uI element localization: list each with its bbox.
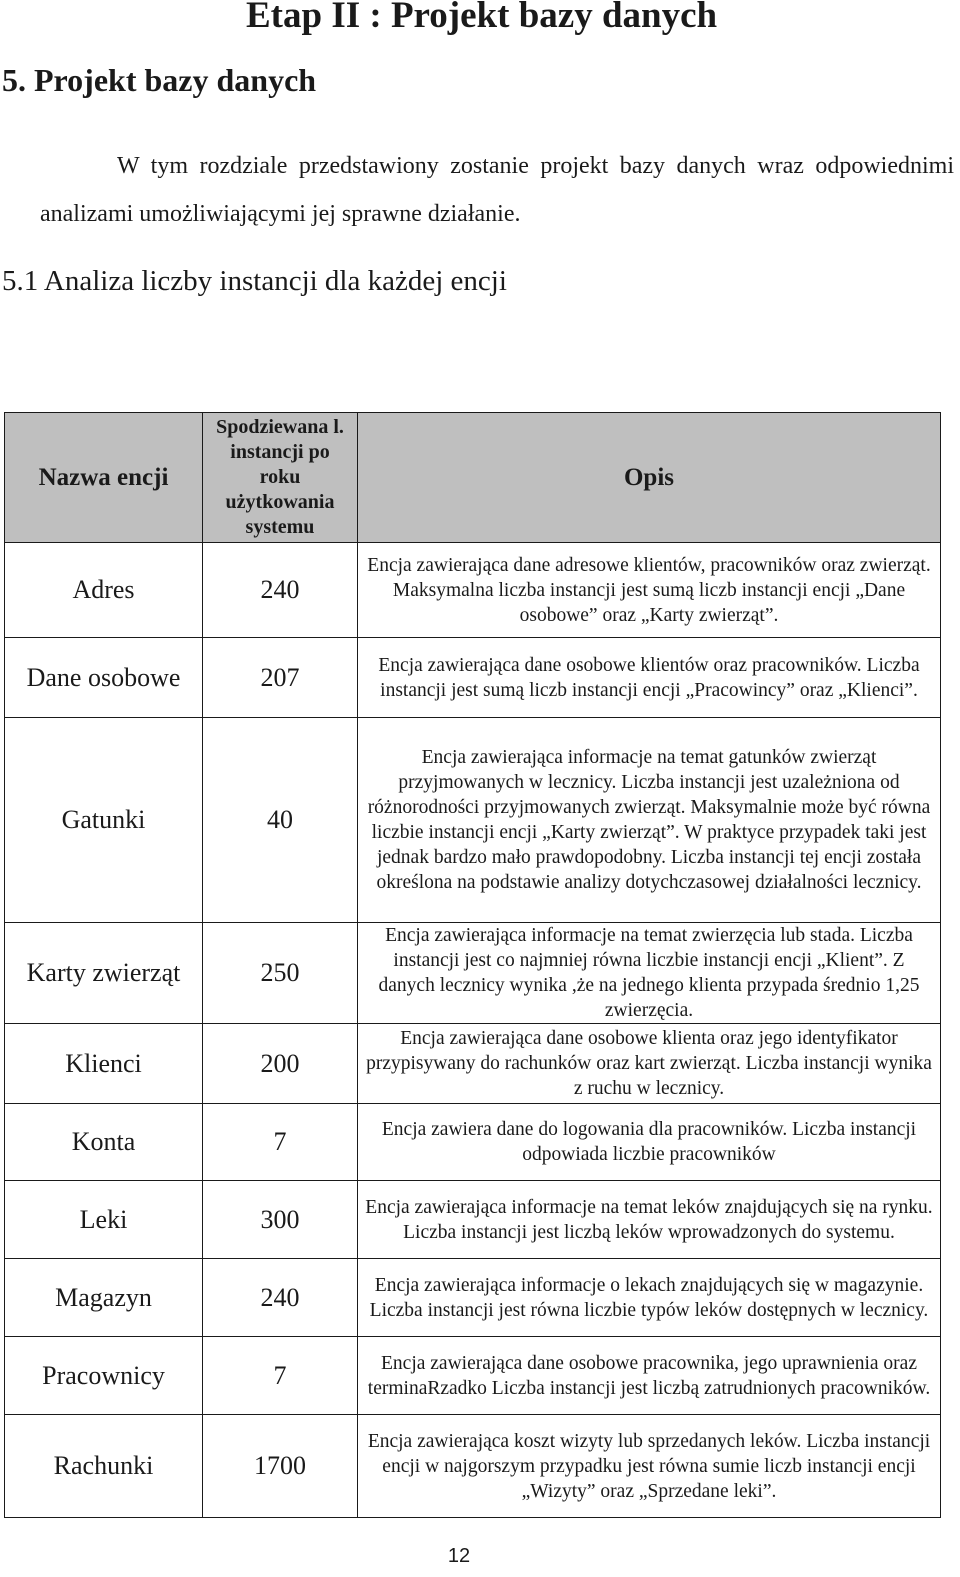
header-description: Opis xyxy=(358,413,941,543)
header-entity-name: Nazwa encji xyxy=(5,413,203,543)
table-row xyxy=(5,638,941,718)
instance-count-cell: 40 xyxy=(203,718,358,923)
description-cell: Encja zawierająca informacje o lekach znajdujących się w magazynie. Liczba instancji jest równa liczbie typów leków dostępnych w lecznicy. xyxy=(358,1259,941,1337)
instance-count-cell: 240 xyxy=(203,1259,358,1337)
intro-paragraph: W tym rozdziale przedstawiony zostanie projekt bazy danych wraz odpowiednimi analizami umożliwiającymi jej sprawne działanie. xyxy=(40,153,954,227)
instance-count-cell: 300 xyxy=(203,1181,358,1259)
description-cell: Encja zawierająca informacje na temat leków znajdujących się na rynku. Liczba instancji jest liczbą leków wprowadzonych do systemu. xyxy=(358,1181,941,1259)
entity-name-cell: Rachunki xyxy=(5,1415,203,1518)
header-expected-count: Spodziewana l. instancji po roku użytkowania systemu xyxy=(203,413,358,543)
page-number: 12 xyxy=(447,1545,471,1567)
entity-name-cell: Magazyn xyxy=(5,1259,203,1337)
table-row xyxy=(5,543,941,638)
description-cell: Encja zawierająca informacje na temat gatunków zwierząt przyjmowanych w lecznicy. Liczba instancji jest uzależniona od różnorodności przyjmowanych zwierząt. Maksymalnie może być równa liczbie instancji encji „Karty zwierząt”. W praktyce przypadek taki jest jednak bardzo mało prawdopodobny. Liczba instancji tej encji została określona na podstawie analizy dotychczasowej działalności lecznicy. xyxy=(358,718,941,923)
table-row xyxy=(5,1024,941,1104)
table-row xyxy=(5,1104,941,1181)
entity-name-cell: Konta xyxy=(5,1104,203,1181)
instance-count-cell: 7 xyxy=(203,1337,358,1415)
entity-name-cell: Adres xyxy=(5,543,203,638)
entity-name-cell: Klienci xyxy=(5,1024,203,1104)
description-cell: Encja zawierająca dane osobowe pracownika, jego uprawnienia oraz terminaRzadko Liczba instancji jest liczbą zatrudnionych pracowników. xyxy=(358,1337,941,1415)
table-row xyxy=(5,718,941,923)
description-cell: Encja zawierająca koszt wizyty lub sprzedanych leków. Liczba instancji encji w najgorszym przypadku jest równa sumie liczb instancji encji „Wizyty” oraz „Sprzedane leki”. xyxy=(358,1415,941,1518)
table-row xyxy=(5,1415,941,1518)
instance-count-cell: 7 xyxy=(203,1104,358,1181)
entity-instance-table xyxy=(4,412,941,1518)
table-row xyxy=(5,1337,941,1415)
entity-name-cell: Gatunki xyxy=(5,718,203,923)
description-cell: Encja zawiera dane do logowania dla pracowników. Liczba instancji odpowiada liczbie pracowników xyxy=(358,1104,941,1181)
instance-count-cell: 250 xyxy=(203,923,358,1024)
table-row xyxy=(5,1181,941,1259)
description-cell: Encja zawierająca dane osobowe klienta oraz jego identyfikator przypisywany do rachunków oraz kart zwierząt. Liczba instancji wynika z ruchu w lecznicy. xyxy=(358,1024,941,1104)
description-cell: Encja zawierająca dane adresowe klientów, pracowników oraz zwierząt. Maksymalna liczba instancji jest sumą liczb instancji encji „Dane osobowe” oraz „Karty zwierząt”. xyxy=(358,543,941,638)
description-cell: Encja zawierająca dane osobowe klientów oraz pracowników. Liczba instancji jest sumą liczb instancji encji „Pracowincy” oraz „Klienci”. xyxy=(358,638,941,718)
instance-count-cell: 200 xyxy=(203,1024,358,1104)
entity-name-cell: Leki xyxy=(5,1181,203,1259)
table-row xyxy=(5,1259,941,1337)
entity-name-cell: Pracownicy xyxy=(5,1337,203,1415)
instance-count-cell: 240 xyxy=(203,543,358,638)
description-cell: Encja zawierająca informacje na temat zwierzęcia lub stada. Liczba instancji jest co najmniej równa liczbie instancji encji „Klient”. Z danych lecznicy wynika ,że na jednego klienta przypada średnio 1,25 zwierzęcia. xyxy=(358,923,941,1024)
page-heading: Etap II : Projekt bazy danych xyxy=(246,0,718,36)
section-title: 5. Projekt bazy danych xyxy=(2,62,317,98)
table-row xyxy=(5,923,941,1024)
table-header-row xyxy=(5,413,941,543)
entity-name-cell: Karty zwierząt xyxy=(5,923,203,1024)
instance-count-cell: 207 xyxy=(203,638,358,718)
entity-name-cell: Dane osobowe xyxy=(5,638,203,718)
subsection-title: 5.1 Analiza liczby instancji dla każdej encji xyxy=(2,265,507,297)
instance-count-cell: 1700 xyxy=(203,1415,358,1518)
